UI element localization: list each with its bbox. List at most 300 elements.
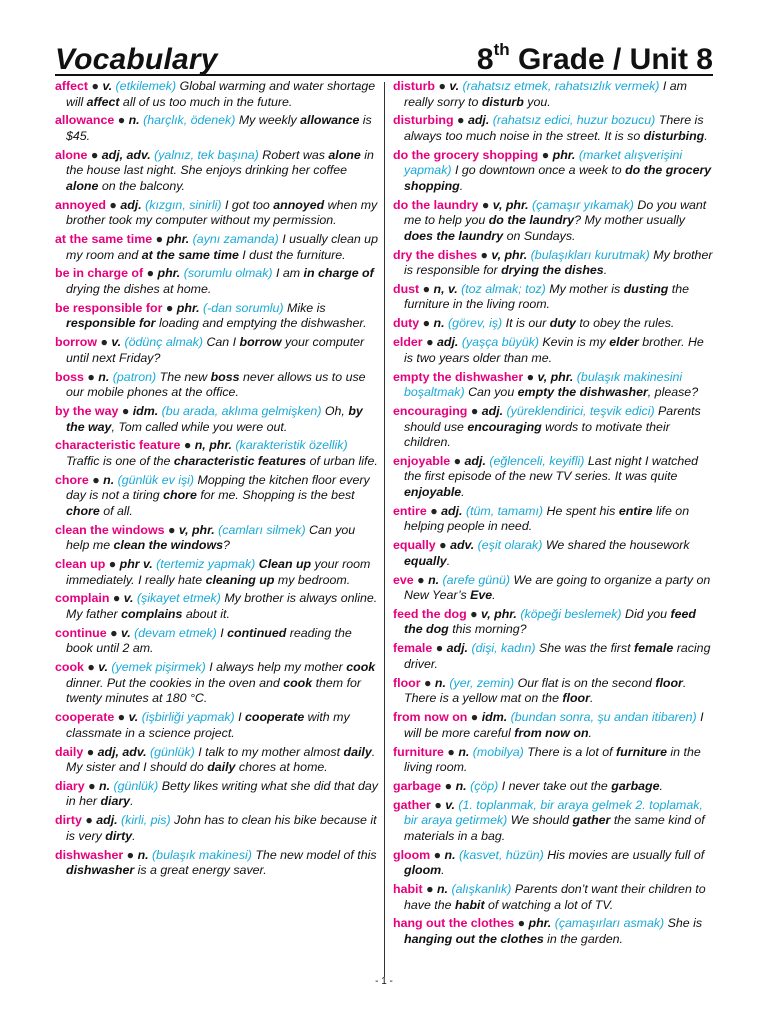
translation: (yemek pişirmek) (111, 660, 206, 675)
vocab-entry (55, 626, 379, 657)
part-of-speech: ● adj. (109, 197, 142, 212)
translation: (bu arada, aklıma gelmişken) (161, 404, 322, 419)
bullet-icon: ● (438, 79, 446, 93)
example-sentence: My brother is responsible for drying the dishes. (404, 247, 713, 278)
bullet-icon: ● (433, 847, 442, 862)
translation: (harçlık, ödenek) (143, 113, 236, 128)
headword: gather (393, 797, 431, 812)
headword: clean the windows (55, 522, 165, 537)
bullet-icon: ● (417, 572, 425, 587)
highlighted-word: duty (549, 316, 576, 331)
vocab-entry (393, 370, 715, 401)
bullet-icon: ● (91, 79, 99, 93)
bullet-icon: ● (517, 916, 526, 931)
example-sentence: Can you empty the dishwasher, please? (468, 385, 699, 400)
bullet-icon: ● (87, 369, 95, 384)
vocab-entry (393, 798, 715, 845)
headword: disturbing (393, 113, 454, 128)
example-sentence: It is our duty to obey the rules. (505, 316, 675, 331)
headword: be in charge of (55, 266, 144, 281)
highlighted-word: chore (66, 503, 100, 518)
vocab-entry (393, 848, 715, 879)
translation: (yüreklendirici, teşvik edici) (506, 404, 655, 419)
bullet-icon: ● (435, 641, 444, 656)
vocab-entry (55, 198, 379, 229)
vocab-entry (55, 473, 379, 520)
vocab-entry (393, 538, 715, 569)
example-sentence: My brother is always online. My father complains about it. (66, 591, 378, 621)
highlighted-word: in charge of (303, 266, 374, 281)
vocab-entry (393, 316, 715, 332)
part-of-speech: ● v. (110, 625, 131, 640)
bullet-icon: ● (434, 797, 442, 812)
example-sentence: Our flat is on the second floor. There is a yellow mat on the floor. (404, 675, 687, 706)
part-of-speech: ● idm. (470, 710, 508, 725)
example-sentence: I never take out the garbage. (501, 778, 663, 793)
bullet-icon: ● (108, 557, 117, 572)
example-sentence: Clean up your room immediately. I really hate cleaning up my bedroom. (66, 557, 371, 587)
headword: female (393, 641, 433, 656)
grade-number: 8 (476, 43, 494, 76)
highlighted-word: entire (618, 503, 653, 518)
example-sentence: Mike is responsible for loading and emptying the dishwasher. (66, 300, 367, 331)
part-of-speech: ● n. (444, 778, 467, 793)
vocab-entry (393, 676, 715, 707)
headword: encouraging (393, 404, 468, 419)
headword: dust (393, 281, 420, 296)
bullet-icon: ● (470, 606, 478, 621)
highlighted-word: Eve (470, 588, 493, 603)
highlighted-word: characteristic features (173, 453, 307, 468)
bullet-icon: ● (167, 522, 176, 537)
highlighted-word: continued (227, 625, 287, 640)
part-of-speech: ● n. (126, 847, 149, 862)
translation: (çamaşırları asmak) (554, 916, 665, 931)
highlighted-word: diary (100, 794, 131, 809)
highlighted-word: female (634, 641, 674, 656)
vocab-entry (55, 113, 379, 144)
translation: (-dan sorumlu) (202, 300, 284, 315)
vocab-entry (55, 745, 379, 776)
translation: (görev, iş) (448, 316, 503, 331)
example-sentence: Parents should use encouraging words to motivate their children. (404, 404, 701, 450)
example-sentence: Mopping the kitchen floor every day is not a tiring chore for me. Shopping is the best chore of all. (66, 472, 370, 518)
vocab-entry (55, 232, 379, 263)
highlighted-word: do the laundry (488, 213, 575, 228)
bullet-icon: ● (422, 281, 431, 296)
highlighted-word: boss (210, 369, 240, 384)
headword: chore (55, 472, 89, 487)
vocab-entry (55, 848, 379, 879)
part-of-speech: ● adj. (470, 404, 504, 419)
part-of-speech: ● adj. (453, 453, 486, 468)
highlighted-word: disturbing (643, 128, 705, 143)
translation: (işbirliği yapmak) (141, 710, 235, 725)
highlighted-word: drying the dishes (501, 263, 604, 278)
highlighted-word: dirty (105, 828, 133, 843)
example-sentence: Parents don’t want their children to have the habit of watching a lot of TV. (404, 882, 706, 912)
headword: dry the dishes (393, 247, 478, 262)
translation: (toz almak; toz) (461, 281, 546, 296)
translation: (rahatsız edici, huzur bozucu) (492, 113, 656, 128)
headword: dishwasher (55, 847, 124, 862)
example-sentence: My weekly allowance is $45. (66, 113, 372, 143)
translation: (kızgın, sinirli) (145, 197, 222, 212)
vocab-entry (55, 438, 379, 469)
vocab-entry (55, 266, 379, 297)
example-sentence: The new model of this dishwasher is a great energy saver. (66, 847, 377, 878)
headword: allowance (55, 113, 115, 128)
vocab-entry (55, 148, 379, 195)
headword: disturb (393, 79, 435, 93)
bullet-icon: ● (88, 778, 96, 793)
highlighted-word: clean the windows (113, 538, 224, 553)
bullet-icon: ● (422, 316, 431, 331)
part-of-speech: ● v. (438, 79, 460, 93)
translation: (bulaşık makinesi) (152, 847, 252, 862)
headword: do the laundry (393, 197, 479, 212)
translation: (dişi, kadın) (471, 641, 536, 656)
translation: (bulaşıkları kurutmak) (530, 247, 650, 262)
example-sentence: I got too annoyed when my brother took my computer without my permission. (66, 197, 378, 228)
translation: (bulaşık makinesini boşaltmak) (404, 369, 683, 400)
highlighted-word: garbage (611, 778, 660, 793)
part-of-speech: ● phr. (517, 916, 552, 931)
highlighted-word: disturb (481, 94, 524, 109)
vocab-entry (393, 607, 715, 638)
highlighted-word: cooperate (245, 710, 305, 725)
highlighted-word: does the laundry (404, 228, 504, 243)
headword: from now on (393, 710, 468, 725)
headword: enjoyable (393, 453, 451, 468)
translation: (eğlenceli, keyifli) (489, 453, 585, 468)
highlighted-word: daily (343, 744, 372, 759)
highlighted-word: empty the dishwasher (517, 385, 648, 400)
part-of-speech: ● adj. (85, 813, 118, 828)
page-header (55, 34, 713, 76)
translation: (yer, zemin) (449, 675, 515, 690)
example-sentence: He spent his entire life on helping people in need. (404, 503, 690, 534)
headword: borrow (55, 335, 97, 350)
translation: (aynı zamanda) (192, 232, 279, 247)
highlighted-word: responsible for (66, 316, 156, 331)
example-sentence: Oh, by the way, Tom called while you were out. (66, 404, 363, 434)
right-column (393, 79, 715, 951)
translation: (arefe günü) (442, 572, 511, 587)
headword: elder (393, 335, 423, 350)
bullet-icon: ● (423, 675, 432, 690)
translation: (market alışverişini yapmak) (404, 147, 683, 178)
highlighted-word: alone (66, 178, 99, 193)
highlighted-word: complains (121, 606, 183, 621)
vocab-entry (55, 523, 379, 554)
translation: (alışkanlık) (451, 882, 512, 897)
headword: alone (55, 147, 88, 162)
vocab-entry (393, 641, 715, 672)
headword: garbage (393, 778, 442, 793)
bullet-icon: ● (481, 197, 490, 212)
vocab-entry (393, 573, 715, 604)
translation: (eşit olarak) (477, 538, 543, 553)
bullet-icon: ● (480, 247, 488, 262)
highlighted-word: at the same time (141, 247, 239, 262)
translation: (çamaşır yıkamak) (532, 197, 634, 212)
vocab-entry (55, 591, 379, 622)
highlighted-word: Clean up (258, 557, 312, 572)
vocab-entry (393, 745, 715, 776)
vocab-entry (393, 882, 715, 913)
bullet-icon: ● (447, 744, 455, 759)
highlighted-word: daily (207, 760, 236, 775)
part-of-speech: ● n. (87, 369, 110, 384)
vocab-entry (55, 301, 379, 332)
translation: (tertemiz yapmak) (156, 557, 256, 572)
bullet-icon: ● (439, 538, 447, 553)
example-sentence: Kevin is my elder brother. He is two years older than me. (404, 335, 704, 365)
headword: clean up (55, 557, 106, 572)
headword: at the same time (55, 232, 153, 247)
bullet-icon: ● (470, 710, 479, 725)
example-sentence: Can I borrow your computer until next Friday? (66, 335, 365, 365)
part-of-speech: ● phr. (155, 232, 190, 247)
vocab-entry (393, 454, 715, 501)
headword: empty the dishwasher (393, 369, 524, 384)
part-of-speech: ● n. (417, 572, 440, 587)
example-sentence: Betty likes writing what she did that day in her diary. (66, 778, 378, 809)
bullet-icon: ● (90, 147, 99, 162)
example-sentence: I will be more careful from now on. (404, 710, 704, 740)
example-sentence: Do you want me to help you do the laundry? My mother usually does the laundry on Sundays. (404, 197, 707, 243)
grade-unit-label (477, 37, 713, 76)
bullet-icon: ● (453, 453, 462, 468)
page-number: - 1 - (375, 976, 393, 987)
page-title: Vocabulary (55, 43, 218, 76)
translation: (şikayet etmek) (136, 591, 221, 606)
left-column (55, 79, 379, 882)
headword: cook (55, 660, 84, 675)
translation: (patron) (112, 369, 157, 384)
grade-suffix: th (493, 40, 510, 59)
highlighted-word: habit (454, 897, 485, 912)
translation: (camları silmek) (218, 522, 306, 537)
highlighted-word: elder (609, 335, 639, 350)
bullet-icon: ● (117, 113, 126, 128)
highlighted-word: borrow (239, 335, 282, 350)
example-sentence: Last night I watched the first episode of the new TV series. It was quite enjoyable. (404, 453, 699, 499)
translation: (mobilya) (472, 744, 524, 759)
headword: equally (393, 538, 436, 553)
vocab-entry (393, 248, 715, 279)
translation: (ödünç almak) (124, 335, 203, 350)
vocab-entry (55, 79, 379, 110)
headword: eve (393, 572, 414, 587)
example-sentence: She was the first female racing driver. (404, 641, 711, 671)
part-of-speech: ● adj, adv. (90, 147, 151, 162)
part-of-speech: ● n, v. (422, 281, 458, 296)
example-sentence: I am in charge of drying the dishes at home. (66, 266, 374, 296)
vocab-entry (393, 504, 715, 535)
highlighted-word: floor (655, 675, 683, 690)
bullet-icon: ● (112, 591, 121, 606)
translation: (sorumlu olmak) (183, 266, 273, 281)
part-of-speech: ● phr. (146, 266, 181, 281)
example-sentence: John has to clean his bike because it is very dirty. (66, 813, 377, 843)
bullet-icon: ● (121, 404, 130, 419)
vocab-entry (393, 779, 715, 795)
part-of-speech: ● v. (87, 660, 108, 675)
headword: complain (55, 591, 110, 606)
bullet-icon: ● (87, 660, 95, 675)
translation: (günlük) (149, 744, 195, 759)
bullet-icon: ● (430, 503, 438, 518)
headword: affect (55, 79, 89, 93)
example-sentence: I continued reading the book until 2 am. (66, 625, 352, 656)
part-of-speech: ● n. (447, 744, 470, 759)
part-of-speech: ● v, phr. (481, 197, 529, 212)
translation: (tüm, tamamı) (465, 503, 544, 518)
headword: daily (55, 744, 84, 759)
part-of-speech: ● n. (117, 113, 140, 128)
example-sentence: I cooperate with my classmate in a science project. (66, 710, 350, 740)
highlighted-word: from now on (514, 725, 589, 740)
example-sentence: Did you feed the dog this morning? (404, 606, 696, 637)
bullet-icon: ● (444, 778, 453, 793)
headword: cooperate (55, 710, 115, 725)
example-sentence: We shared the housework equally. (404, 538, 690, 568)
translation: (devam etmek) (134, 625, 217, 640)
highlighted-word: annoyed (273, 197, 325, 212)
highlighted-word: affect (86, 94, 120, 109)
headword: duty (393, 316, 420, 331)
bullet-icon: ● (110, 625, 118, 640)
headword: do the grocery shopping (393, 147, 539, 162)
vocab-entry (55, 813, 379, 844)
example-sentence: I talk to my mother almost daily. My sister and I should do daily chores at home. (66, 744, 376, 775)
headword: entire (393, 503, 427, 518)
part-of-speech: ● v. (434, 797, 455, 812)
highlighted-word: floor (562, 691, 590, 706)
translation: (bundan sonra, şu andan itibaren) (510, 710, 697, 725)
example-sentence: There is a lot of furniture in the living room. (404, 744, 701, 775)
bullet-icon: ● (457, 113, 465, 128)
vocab-entry (55, 404, 379, 435)
example-sentence: I go downtown once a week to do the grocery shopping. (404, 163, 712, 193)
headword: floor (393, 675, 421, 690)
vocab-entry (393, 198, 715, 245)
translation: (yaşça büyük) (461, 335, 539, 350)
part-of-speech: ● idm. (121, 404, 159, 419)
translation: (kirli, pis) (121, 813, 171, 828)
vocab-entry (393, 916, 715, 947)
vocab-entry (55, 710, 379, 741)
headword: furniture (393, 744, 444, 759)
bullet-icon: ● (426, 882, 434, 897)
bullet-icon: ● (541, 147, 550, 162)
translation: (rahatsız etmek, rahatsızlık vermek) (462, 79, 660, 93)
vocab-entry (55, 335, 379, 366)
part-of-speech: ● adj, adv. (86, 744, 147, 759)
headword: by the way (55, 404, 119, 419)
part-of-speech: ● phr. (165, 300, 200, 315)
part-of-speech: ● n. (423, 675, 446, 690)
highlighted-word: gloom (404, 863, 442, 878)
vocab-entry (393, 710, 715, 741)
example-sentence: We should gather the same kind of materials in a bag. (404, 813, 705, 843)
part-of-speech: ● n. (88, 778, 111, 793)
bullet-icon: ● (426, 335, 434, 350)
bullet-icon: ● (155, 232, 164, 247)
bullet-icon: ● (165, 300, 174, 315)
part-of-speech: ● v. (112, 591, 134, 606)
highlighted-word: cleaning up (205, 572, 275, 587)
highlighted-word: do the grocery shopping (404, 163, 712, 193)
highlighted-word: alone (328, 147, 361, 162)
headword: annoyed (55, 197, 106, 212)
highlighted-word: encouraging (467, 419, 542, 434)
example-sentence: We are going to organize a party on New Year’s Eve. (404, 572, 711, 603)
bullet-icon: ● (470, 404, 479, 419)
highlighted-word: hanging out the clothes (404, 931, 544, 946)
vocab-entry (393, 113, 715, 144)
example-sentence: I usually clean up my room and at the same time I dust the furniture. (66, 232, 378, 262)
example-sentence: My mother is dusting the furniture in the living room. (404, 281, 690, 312)
highlighted-word: furniture (616, 744, 667, 759)
bullet-icon: ● (109, 197, 117, 212)
vocab-entry (393, 335, 715, 366)
column-divider (384, 82, 385, 977)
part-of-speech: ● n. (433, 847, 456, 862)
grade-unit-text: Grade / Unit 8 (509, 43, 713, 76)
example-sentence: Traffic is one of the characteristic features of urban life. (66, 453, 378, 468)
translation: (köpeği beslemek) (520, 606, 622, 621)
example-sentence: She is hanging out the clothes in the garden. (404, 916, 703, 946)
part-of-speech: ● adv. (439, 538, 475, 553)
part-of-speech: ● adj. (457, 113, 490, 128)
example-sentence: Robert was alone in the house last night. She enjoys drinking her coffee alone on the balcony. (66, 147, 374, 193)
headword: continue (55, 625, 107, 640)
highlighted-word: chore (163, 488, 197, 503)
translation: (etkilemek) (115, 79, 177, 93)
part-of-speech: ● phr v. (108, 557, 153, 572)
translation: (çöp) (470, 778, 499, 793)
part-of-speech: ● v, phr. (480, 247, 528, 262)
example-sentence: The new boss never allows us to use our mobile phones at the office. (66, 369, 366, 400)
bullet-icon: ● (85, 813, 93, 828)
headword: diary (55, 778, 85, 793)
vocab-entry (55, 557, 379, 588)
highlighted-word: by the way (66, 404, 363, 434)
bullet-icon: ● (183, 438, 192, 453)
example-sentence: There is always too much noise in the street. It is so disturbing. (404, 113, 708, 143)
translation: (günlük) (113, 778, 159, 793)
part-of-speech: ● n. (426, 882, 449, 897)
part-of-speech: ● phr. (541, 147, 576, 162)
bullet-icon: ● (92, 472, 100, 487)
headword: dirty (55, 813, 82, 828)
vocab-entry (393, 404, 715, 451)
example-sentence: His movies are usually full of gloom. (404, 847, 705, 878)
part-of-speech: ● n. (92, 472, 115, 487)
translation: (karakteristik özellik) (235, 438, 348, 453)
translation: (yalnız, tek başına) (154, 147, 259, 162)
highlighted-word: dusting (623, 281, 669, 296)
bullet-icon: ● (117, 710, 126, 725)
example-sentence: Global warming and water shortage will affect all of us too much in the future. (66, 79, 376, 109)
headword: feed the dog (393, 606, 467, 621)
highlighted-word: equally (404, 553, 447, 568)
example-sentence: I always help my mother cook dinner. Put the cookies in the oven and cook them for twenty minutes at 180 °C. (66, 660, 376, 706)
headword: be responsible for (55, 300, 163, 315)
